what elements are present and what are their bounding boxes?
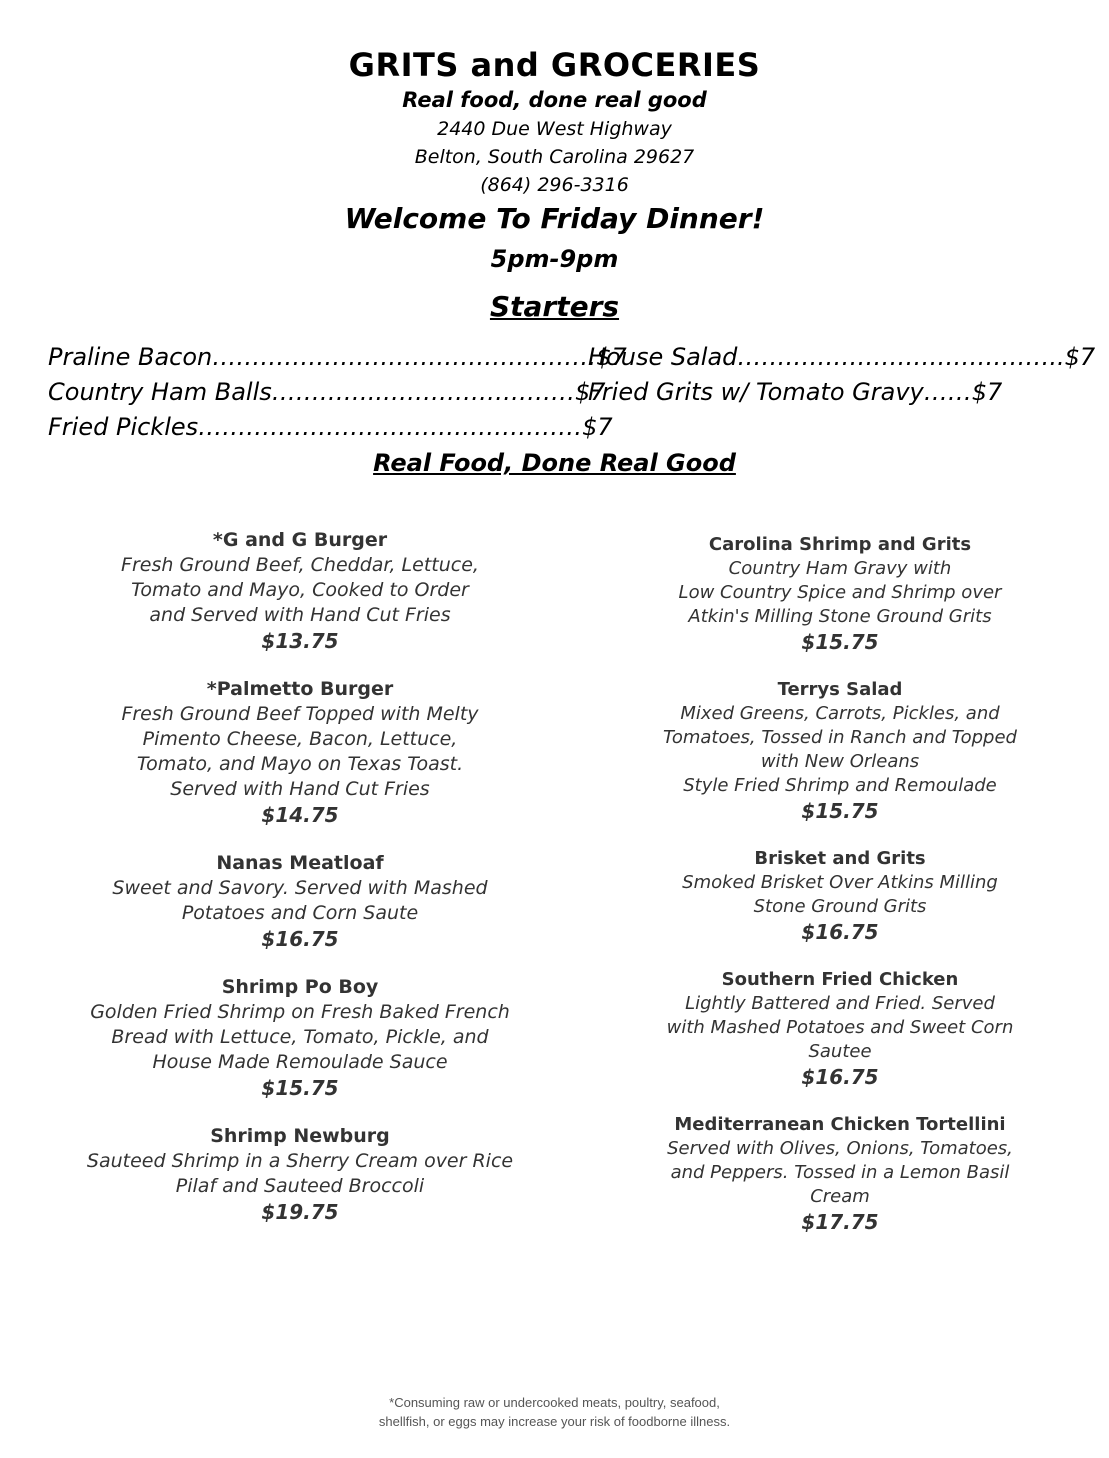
starter-item: Fried Pickles…………………………………………$7 [48,413,613,441]
menu-item-description: Sauteed Shrimp in a Sherry Cream over Rice [86,1150,514,1172]
menu-item-description: Sweet and Savory. Served with Mashed [112,877,488,899]
menu-item [620,1113,1060,1235]
menu-item-price: $15.75 [801,799,879,823]
restaurant-title: GRITS and GROCERIES [348,46,761,84]
menu-item-description: with New Orleans [760,751,920,772]
menu-item-description: Tomatoes, Tossed in Ranch and Topped [663,727,1017,748]
slogan: Real Food, Done Real Good [373,449,736,477]
menu-item-description: Country Ham Gravy with [728,558,952,579]
menu-item-description: and Served with Hand Cut Fries [149,604,451,626]
menu-item-description: Served with Olives, Onions, Tomatoes, [667,1138,1013,1159]
menu-item-price: $15.75 [801,630,879,654]
address-line-1: 2440 Due West Highway [437,118,672,140]
menu-item-name: Shrimp Newburg [210,1125,390,1147]
phone-number: (864) 296-3316 [480,174,629,196]
address-line-2: Belton, South Carolina 29627 [414,146,695,168]
menu-item-description: Low Country Spice and Shrimp over [678,582,1002,603]
menu-item-name: Carolina Shrimp and Grits [708,534,972,555]
entree-column-right [620,533,1060,1258]
menu-item-description: Cream [810,1186,870,1207]
menu-item-name: Shrimp Po Boy [221,976,379,998]
menu-item-name: Brisket and Grits [754,848,926,869]
menu-item-name: Nanas Meatloaf [216,852,384,874]
menu-item-name: Terrys Salad [777,679,903,700]
menu-item-price: $14.75 [261,803,339,827]
menu-item [60,975,540,1101]
menu-item-description: Lightly Battered and Fried. Served [685,993,995,1014]
menu-item-description: Sautee [808,1041,872,1062]
tagline: Real food, done real good [402,88,707,112]
menu-item-description: Style Fried Shrimp and Remoulade [683,775,997,796]
starter-item: Praline Bacon…………………………………………$7 [48,343,627,371]
menu-item-description: Fresh Ground Beef, Cheddar, Lettuce, [121,554,479,576]
menu-item-price: $13.75 [261,629,339,653]
menu-item [60,528,540,654]
menu-item-description: House Made Remoulade Sauce [152,1051,448,1073]
menu-item-description: Pimento Cheese, Bacon, Lettuce, [142,728,458,750]
menu-item-name: *G and G Burger [212,529,388,551]
menu-item [620,847,1060,945]
menu-item-description: with Mashed Potatoes and Sweet Corn [666,1017,1014,1038]
menu-item-name: *Palmetto Burger [206,678,394,700]
menu-item-description: Mixed Greens, Carrots, Pickles, and [680,703,1000,724]
menu-item-description: and Peppers. Tossed in a Lemon Basil [670,1162,1010,1183]
menu-item-price: $19.75 [261,1200,339,1224]
menu-item-description: Bread with Lettuce, Tomato, Pickle, and [111,1026,489,1048]
menu-item [60,851,540,952]
disclaimer [0,1393,1109,1431]
menu-item-description: Served with Hand Cut Fries [170,778,430,800]
menu-item [60,677,540,828]
menu-item-name: Mediterranean Chicken Tortellini [674,1114,1006,1135]
menu-item [620,678,1060,824]
starter-item: Fried Grits w/ Tomato Gravy……$7 [588,378,1003,406]
disclaimer-line: *Consuming raw or undercooked meats, poultry, seafood, [389,1395,720,1410]
menu-item-price: $17.75 [801,1210,879,1234]
menu-item-price: $16.75 [801,1065,879,1089]
starter-item: House Salad…………………………………..$7 [588,343,1096,371]
menu-item-description: Fresh Ground Beef Topped with Melty [121,703,479,725]
welcome-heading: Welcome To Friday Dinner! [344,202,765,235]
starters-heading: Starters [489,290,620,323]
menu-item-description: Smoked Brisket Over Atkins Milling [682,872,998,893]
starter-item: Country Ham Balls…………..……………………$7 [48,378,606,406]
menu-item-description: Golden Fried Shrimp on Fresh Baked French [90,1001,510,1023]
disclaimer-line: shellfish, or eggs may increase your risk of foodborne illness. [378,1414,731,1429]
menu-item [60,1124,540,1225]
menu-item-description: Stone Ground Grits [753,896,927,917]
hours: 5pm-9pm [490,245,619,273]
menu-item-description: Pilaf and Sauteed Broccoli [175,1175,425,1197]
menu-item-description: Potatoes and Corn Saute [181,902,419,924]
menu-item-price: $15.75 [261,1076,339,1100]
menu-item-price: $16.75 [801,920,879,944]
menu-item-name: Southern Fried Chicken [721,969,959,990]
menu-item [620,533,1060,655]
menu-item-description: Tomato and Mayo, Cooked to Order [131,579,469,601]
menu-item [620,968,1060,1090]
entree-column-left [60,528,540,1248]
menu-item-price: $16.75 [261,927,339,951]
menu-item-description: Atkin's Milling Stone Ground Grits [688,606,992,627]
menu-item-description: Tomato, and Mayo on Texas Toast. [136,753,464,775]
